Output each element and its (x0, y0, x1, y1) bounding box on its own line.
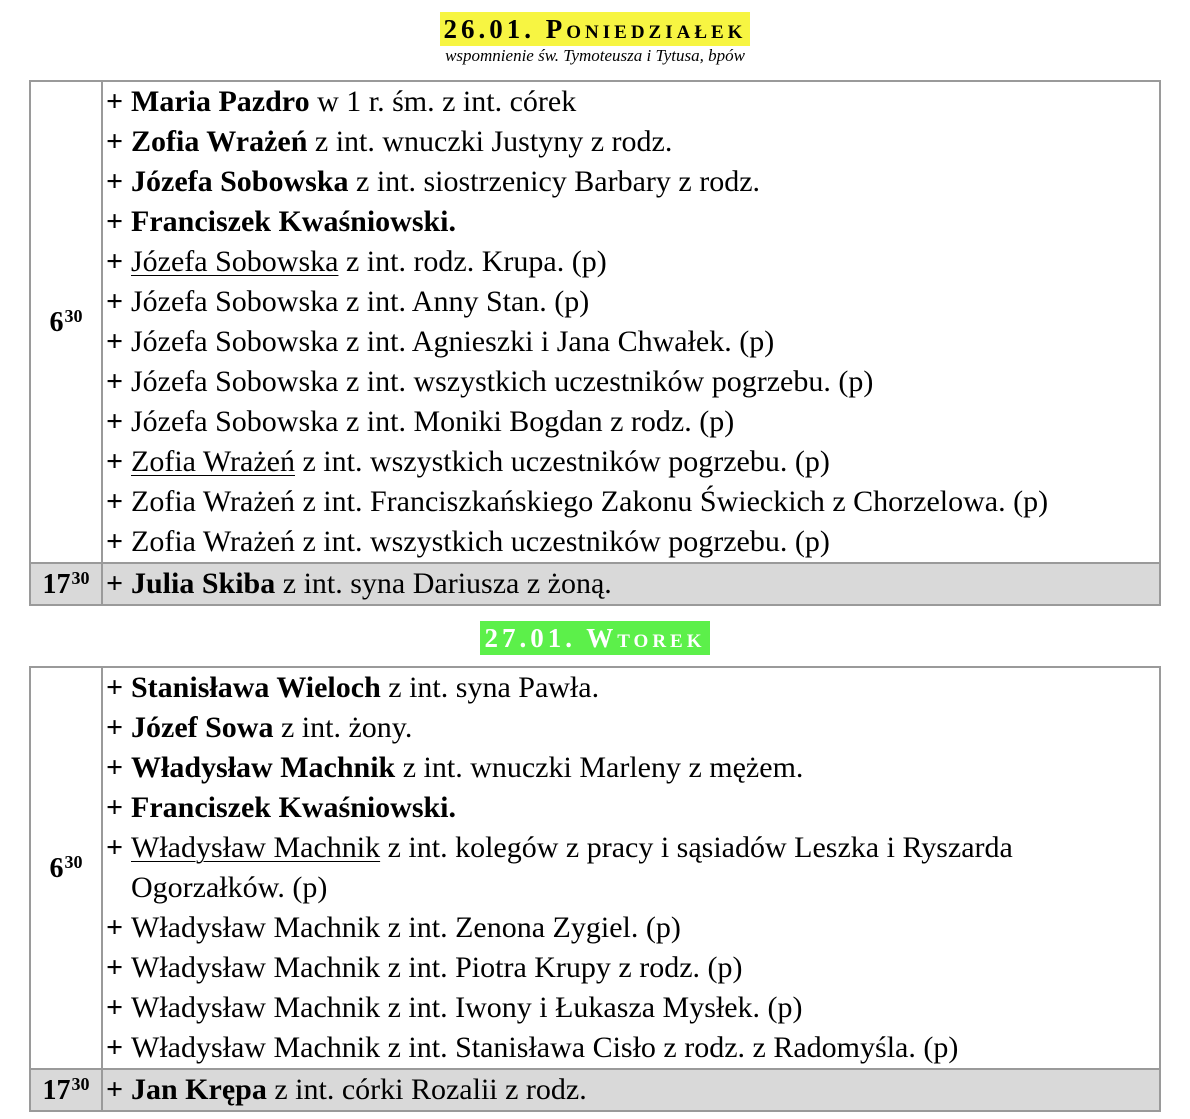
intentions-list (102, 1069, 1160, 1111)
cross-mark: + (106, 951, 124, 984)
deceased-name: Władysław Machnik (131, 991, 381, 1024)
intention-text: z int. Iwony i Łukasza Mysłek. (p) (380, 991, 803, 1024)
intention-item (103, 948, 1159, 988)
cross-mark: + (106, 245, 124, 278)
deceased-name: Józef Sowa (131, 711, 274, 744)
cross-mark: + (106, 831, 124, 864)
mass-row-morning (30, 81, 1160, 563)
deceased-name: Władysław Machnik (131, 951, 381, 984)
mass-time-minutes: 30 (64, 305, 83, 326)
intention-item (103, 908, 1159, 948)
intention-text: z int. Franciszkańskiego Zakonu Świeckich z Chorzelowa. (p) (294, 485, 1049, 518)
mass-time (30, 667, 102, 1069)
intention-item (103, 482, 1159, 522)
intention-item (103, 202, 1159, 242)
intention-item (103, 442, 1159, 482)
intention-text: z int. Anny Stan. (p) (338, 285, 590, 318)
cross-mark: + (106, 205, 124, 238)
deceased-name: Stanisława Wieloch (131, 671, 381, 704)
deceased-name: Józefa Sobowska (131, 325, 339, 358)
mass-time-hour: 6 (49, 852, 64, 884)
intention-item (103, 1070, 1159, 1110)
intention-text: z int. kolegów z pracy i sąsiadów Leszka i Ryszarda Ogorzałków. (p) (131, 831, 1013, 904)
mass-schedule-table (29, 80, 1161, 606)
intention-text: z int. siostrzenicy Barbary z rodz. (348, 165, 761, 198)
mass-time (30, 81, 102, 563)
intention-item (103, 748, 1159, 788)
deceased-name: Zofia Wrażeń (131, 445, 295, 478)
intention-text: z int. wszystkich uczestników pogrzebu. (p) (338, 365, 874, 398)
deceased-name: Zofia Wrażeń (131, 125, 308, 158)
mass-row-evening (30, 563, 1160, 605)
cross-mark: + (106, 671, 124, 704)
intention-item (103, 788, 1159, 828)
intention-text: z int. wnuczki Marleny z mężem. (395, 751, 804, 784)
mass-schedule-table (29, 666, 1161, 1112)
intention-item (103, 564, 1159, 604)
cross-mark: + (106, 1073, 124, 1106)
cross-mark: + (106, 711, 124, 744)
cross-mark: + (106, 751, 124, 784)
intention-text: z int. Agnieszki i Jana Chwałek. (p) (338, 325, 775, 358)
cross-mark: + (106, 285, 124, 318)
cross-mark: + (106, 125, 124, 158)
cross-mark: + (106, 911, 124, 944)
intention-text: z int. żony. (273, 711, 413, 744)
deceased-name: Jan Krępa (131, 1073, 267, 1106)
cross-mark: + (106, 991, 124, 1024)
cross-mark: + (106, 85, 124, 118)
intention-text: z int. Stanisława Cisło z rodz. z Radomyśla. (p) (380, 1031, 959, 1064)
intention-item (103, 162, 1159, 202)
intention-text: z int. Zenona Zygiel. (p) (380, 911, 681, 944)
day-subtitle: wspomnienie św. Tymoteusza i Tytusa, bpów (445, 46, 745, 65)
cross-mark: + (106, 445, 124, 478)
intention-item (103, 122, 1159, 162)
deceased-name: Władysław Machnik (131, 831, 381, 864)
cross-mark: + (106, 365, 124, 398)
deceased-name: Władysław Machnik (131, 751, 396, 784)
intention-text: z int. wszystkich uczestników pogrzebu. (p) (294, 525, 830, 558)
deceased-name: Maria Pazdro (131, 85, 310, 118)
cross-mark: + (106, 567, 124, 600)
deceased-name: Józefa Sobowska (131, 365, 339, 398)
deceased-name: Julia Skiba (131, 567, 276, 600)
intention-item (103, 1028, 1159, 1068)
cross-mark: + (106, 1031, 124, 1064)
intention-text: w 1 r. śm. z int. córek (309, 85, 577, 118)
intention-text: z int. wnuczki Justyny z rodz. (307, 125, 673, 158)
intention-item (103, 708, 1159, 748)
mass-time (30, 563, 102, 605)
intention-item (103, 988, 1159, 1028)
intentions-list (102, 563, 1160, 605)
intention-text: z int. rodz. Krupa. (p) (338, 245, 607, 278)
intentions-list (102, 667, 1160, 1069)
mass-row-evening (30, 1069, 1160, 1111)
deceased-name: Władysław Machnik (131, 1031, 381, 1064)
deceased-name: Józefa Sobowska (131, 405, 339, 438)
day-header (0, 12, 1190, 67)
intention-text: z int. syna Pawła. (380, 671, 600, 704)
intention-text: z int. Moniki Bogdan z rodz. (p) (338, 405, 735, 438)
mass-time-hour: 6 (49, 306, 64, 338)
intention-item (103, 402, 1159, 442)
intention-item (103, 282, 1159, 322)
intention-item (103, 362, 1159, 402)
mass-time-minutes: 30 (64, 851, 83, 872)
cross-mark: + (106, 165, 124, 198)
cross-mark: + (106, 325, 124, 358)
day-header (0, 621, 1190, 655)
intention-item (103, 242, 1159, 282)
intention-item (103, 828, 1159, 908)
intention-text: z int. syna Dariusza z żoną. (275, 567, 612, 600)
deceased-name: Zofia Wrażeń (131, 525, 295, 558)
deceased-name: Władysław Machnik (131, 911, 381, 944)
intentions-list (102, 81, 1160, 563)
mass-row-morning (30, 667, 1160, 1069)
mass-time-minutes: 30 (71, 567, 90, 588)
intention-item (103, 322, 1159, 362)
day-title: 26.01. Poniedziałek (440, 12, 751, 46)
deceased-name: Franciszek Kwaśniowski. (131, 205, 457, 238)
mass-time-hour: 17 (42, 1074, 71, 1106)
intention-text: z int. wszystkich uczestników pogrzebu. (p) (294, 445, 830, 478)
deceased-name: Józefa Sobowska (131, 245, 339, 278)
cross-mark: + (106, 405, 124, 438)
intention-text: z int. córki Rozalii z rodz. (266, 1073, 587, 1106)
deceased-name: Franciszek Kwaśniowski. (131, 791, 457, 824)
cross-mark: + (106, 791, 124, 824)
mass-time-minutes: 30 (71, 1073, 90, 1094)
mass-time (30, 1069, 102, 1111)
deceased-name: Zofia Wrażeń (131, 485, 295, 518)
day-title: 27.01. Wtorek (480, 621, 709, 655)
deceased-name: Józefa Sobowska (131, 165, 349, 198)
mass-time-hour: 17 (42, 568, 71, 600)
intention-item (103, 82, 1159, 122)
intention-text: z int. Piotra Krupy z rodz. (p) (380, 951, 743, 984)
intention-item (103, 668, 1159, 708)
deceased-name: Józefa Sobowska (131, 285, 339, 318)
intention-item (103, 522, 1159, 562)
cross-mark: + (106, 525, 124, 558)
cross-mark: + (106, 485, 124, 518)
